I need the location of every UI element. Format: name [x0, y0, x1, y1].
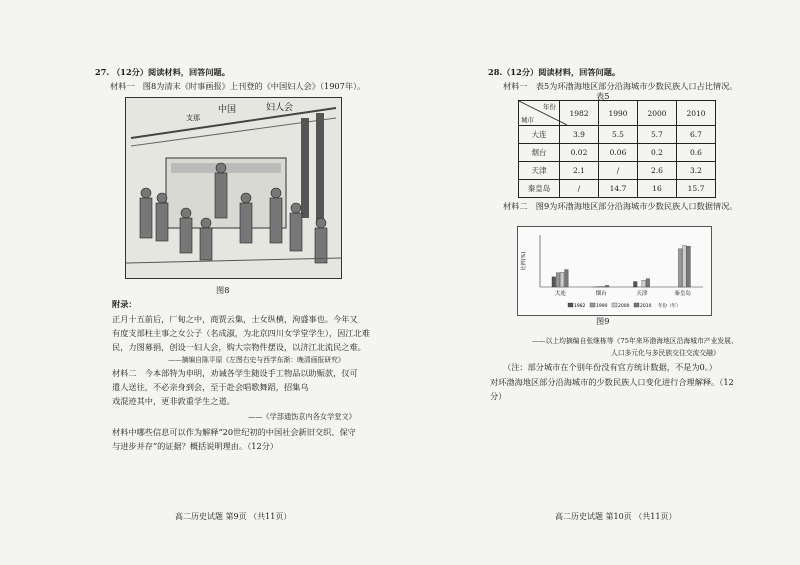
bar-天津-1982: [633, 282, 637, 287]
question28-line-1: 对环渤海地区部分沿海城市的少数民族人口变化进行合理解释。（12: [490, 377, 734, 387]
street-scene-drawing: [126, 98, 341, 278]
bar-烟台-2000: [601, 286, 605, 287]
value-cell: /: [560, 180, 599, 198]
legend-swatch-1990: [590, 303, 595, 307]
q28-header: 28.（12分）阅读材料，回答问题。: [488, 67, 621, 77]
corner-bottom-label: 城市: [521, 116, 534, 124]
question28-line-2: 分）: [490, 391, 507, 401]
corner-top-label: 年份: [543, 103, 556, 111]
legend-swatch-2000: [612, 303, 617, 307]
legend-suffix: 年份（年）: [658, 304, 681, 309]
right-material1-line: 材料一 表5为环渤海地区部分沿海城市少数民族人口占比情况。: [503, 81, 738, 91]
quote-line-2: 有度支部柱主事之女公子（名成淑，为北京四川女学堂学生），因江北难: [112, 328, 370, 338]
value-cell: 0.06: [599, 144, 638, 162]
source-1: ——摘编自陈平原《左图右史与西学东渐：晚清画报研究》: [168, 356, 345, 364]
table-row: [519, 126, 716, 144]
value-cell: 0.02: [560, 144, 599, 162]
bar-秦皇岛-2000: [683, 245, 687, 287]
bar-天津-2010: [646, 279, 650, 287]
material2-line-3: 戏混迹其中，更非敦重学生之道。: [112, 396, 235, 406]
value-cell: 14.7: [599, 180, 638, 198]
legend-swatch-1982: [568, 303, 573, 307]
quote-line-3: 民，力图募捐，创设一妇人会，购大宗物件摆设，以济江北流民之难。: [112, 342, 366, 352]
question27-line-2: 与进步并存”的证据？概括说明理由。（12分）: [112, 441, 279, 451]
figure8-illustration: [125, 97, 342, 279]
left-footer: 高二历史试题 第9页 （共11页）: [175, 512, 292, 521]
value-cell: 15.7: [677, 180, 716, 198]
material2-line-1: 材料二 今本部特为申明，劝诫各学生随设手工物品以助赈款，仅可: [112, 368, 358, 378]
year-header: 1990: [599, 101, 638, 126]
figure9-caption: 图9: [596, 316, 610, 326]
value-cell: /: [599, 162, 638, 180]
q27-header: 27. （12分）阅读材料，回答问题。: [95, 67, 230, 77]
legend-swatch-2010: [634, 303, 639, 307]
value-cell: 5.7: [638, 126, 677, 144]
value-cell: 6.7: [677, 126, 716, 144]
bar-秦皇岛-2010: [687, 246, 691, 287]
right-source-line-2: 人口多元化与多民族交往交流交融》: [611, 349, 720, 357]
year-header: 2010: [677, 101, 716, 126]
table-header-row: [519, 101, 716, 126]
left-material1-line: 材料一 图8为清末《时事画报》上刊登的《中国妇人会》（1907年）。: [110, 81, 366, 91]
right-material2-line: 材料二 图9为环渤海地区部分沿海城市少数民族人口数据情况。: [503, 201, 738, 211]
figure8-caption: 图8: [216, 285, 230, 295]
value-cell: 16: [638, 180, 677, 198]
y-axis-label: 比例(%): [521, 251, 527, 271]
value-cell: 0.2: [638, 144, 677, 162]
year-header: 1982: [560, 101, 599, 126]
sign-label-a: 中国: [218, 105, 237, 115]
right-footer: 高二历史试题 第10页 （共11页）: [555, 512, 677, 521]
figure9-chart: [517, 226, 712, 316]
quote-line-1: 正月十五前后，厂甸之中，商贾云集，士女纵横，洵盛事也。今年又: [112, 314, 358, 324]
bar-天津-2000: [642, 280, 646, 287]
legend-label-1990: 1990: [596, 304, 608, 309]
city-cell: 天津: [519, 162, 560, 180]
value-cell: 2.1: [560, 162, 599, 180]
legend-label-2000: 2000: [618, 304, 630, 309]
x-tick-label: 秦皇岛: [674, 291, 691, 297]
x-tick-label: 烟台: [595, 291, 607, 297]
table-row: [519, 162, 716, 180]
right-source-line-1: ——以上均摘编自张继栋等《75年来环渤海地区沿海城市产业发展、: [532, 337, 738, 345]
legend-label-2010: 2010: [640, 304, 652, 309]
bar-大连-1990: [556, 273, 560, 287]
value-cell: 3.9: [560, 126, 599, 144]
question27-line-1: 材料中哪些信息可以作为解释“20世纪初的中国社会新旧交织、保守: [112, 427, 356, 437]
city-cell: 大连: [519, 126, 560, 144]
legend-label-1982: 1982: [574, 304, 586, 309]
value-cell: 2.6: [638, 162, 677, 180]
sign-label-b: 妇人会: [266, 103, 294, 113]
right-note: （注：部分城市在个别年份没有官方统计数据，不是为0。）: [503, 362, 717, 372]
table-corner-cell: [519, 101, 560, 126]
x-tick-label: 天津: [636, 291, 648, 297]
bar-chart-svg: [518, 227, 711, 315]
value-cell: 5.5: [599, 126, 638, 144]
sign-label-c: 支那: [186, 114, 200, 122]
year-header: 2000: [638, 101, 677, 126]
source-2: ——《学部通饬京内各女学堂文》: [248, 412, 356, 421]
table-row: [519, 144, 716, 162]
bar-大连-2000: [560, 272, 564, 287]
city-cell: 秦皇岛: [519, 180, 560, 198]
bar-烟台-2010: [605, 285, 609, 287]
city-cell: 烟台: [519, 144, 560, 162]
table5: [518, 100, 716, 198]
table-row: [519, 180, 716, 198]
table5-caption: 表5: [596, 91, 610, 101]
value-cell: 3.2: [677, 162, 716, 180]
x-tick-label: 大连: [554, 291, 566, 297]
bar-大连-1982: [552, 277, 556, 287]
bar-大连-2010: [565, 270, 569, 287]
appendix-label: 附录：: [112, 299, 137, 309]
value-cell: 0.6: [677, 144, 716, 162]
bar-秦皇岛-1990: [678, 249, 682, 287]
material2-line-2: 遣人送往，不必亲身到会，至于赴会唱歌舞蹈，招集乌: [112, 382, 309, 392]
